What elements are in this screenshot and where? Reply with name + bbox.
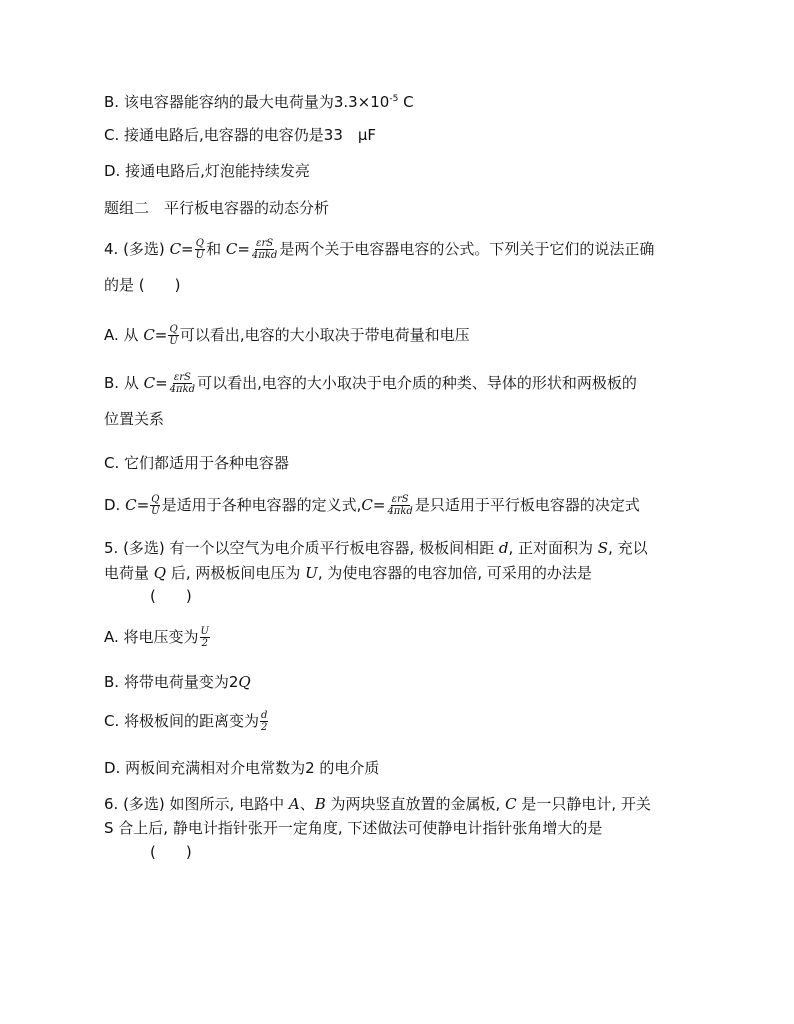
- q4-option-d: D. C= $\frac{Q}{U}$ 是适用于各种电容器的定义式,C= $\frac{\text{εrS}}{\text{4πkd}}$ 是只适用于平行板电容器的决定式: [104, 494, 640, 517]
- fraction-q-over-u: $\frac{Q}{U}$: [151, 494, 160, 517]
- fraction-q-over-u: $\frac{Q}{U}$: [169, 324, 178, 347]
- q4-option-c: C. 它们都适用于各种电容器: [104, 454, 290, 472]
- q5-option-b: B. 将带电荷量变为2Q: [104, 673, 251, 691]
- q6-stem-line2: S 合上后, 静电计指针张开一定角度, 下述做法可使静电计指针张角增大的是: [104, 819, 603, 837]
- fraction-q-over-u: $\frac{Q}{U}$: [195, 238, 205, 261]
- q3-option-c: C. 接通电路后,电容器的电容仍是33 μF: [104, 126, 377, 144]
- fraction-d-over-2: $\frac{d}{2}$: [261, 710, 268, 733]
- q3-option-d: D. 接通电路后,灯泡能持续发亮: [104, 162, 310, 180]
- q4-option-b: B. 从 C= $\frac{\text{εrS}}{\text{4πkd}}$ 可以看出,电容的大小取决于电介质的种类、导体的形状和两极板的: [104, 372, 637, 395]
- q4-stem: 4. (多选) C= $\frac{Q}{U}$ 和 C= $\frac{\text{εrS}}{\text{4πkd}}$ 是两个关于电容器电容的公式。下列关于它们的说法正确: [104, 238, 655, 261]
- q4-option-b-line2: 位置关系: [104, 410, 165, 428]
- q5-answer-paren: ( ): [150, 587, 192, 605]
- fraction-eps-s-over-4pikd: $\frac{\text{εrS}}{\text{4πkd}}$: [251, 238, 278, 261]
- fraction-u-over-2: $\frac{U}{2}$: [200, 626, 209, 649]
- q5-stem-line1: 5. (多选) 有一个以空气为电介质平行板电容器, 极板间相距 d, 正对面积为 S, 充以: [104, 539, 648, 557]
- q5-option-d: D. 两板间充满相对介电常数为2 的电介质: [104, 759, 380, 777]
- q5-option-c: C. 将极板间的距离变为 $\frac{d}{2}$: [104, 710, 268, 733]
- q5-stem-line2: 电荷量 Q 后, 两极板间电压为 U, 为使电容器的电容加倍, 可采用的办法是: [104, 564, 592, 582]
- q4-stem-line2: 的是 ( ): [104, 276, 181, 294]
- fraction-eps-s-over-4pikd: $\frac{\text{εrS}}{\text{4πkd}}$: [169, 372, 196, 395]
- group2-title: 题组二 平行板电容器的动态分析: [104, 199, 330, 217]
- q4-option-a: A. 从 C= $\frac{Q}{U}$ 可以看出,电容的大小取决于带电荷量和电压: [104, 324, 470, 347]
- q6-stem-line1: 6. (多选) 如图所示, 电路中 A、B 为两块竖直放置的金属板, C 是一只静电计, 开关: [104, 795, 651, 813]
- q6-answer-paren: ( ): [150, 843, 192, 861]
- fraction-eps-s-over-4pikd: $\frac{\text{εrS}}{\text{4πkd}}$: [387, 494, 413, 517]
- q5-option-a: A. 将电压变为 $\frac{U}{2}$: [104, 626, 209, 649]
- q3-option-b: B. 该电容器能容纳的最大电荷量为$3.3\times 10^{-5}$ C: [104, 93, 414, 111]
